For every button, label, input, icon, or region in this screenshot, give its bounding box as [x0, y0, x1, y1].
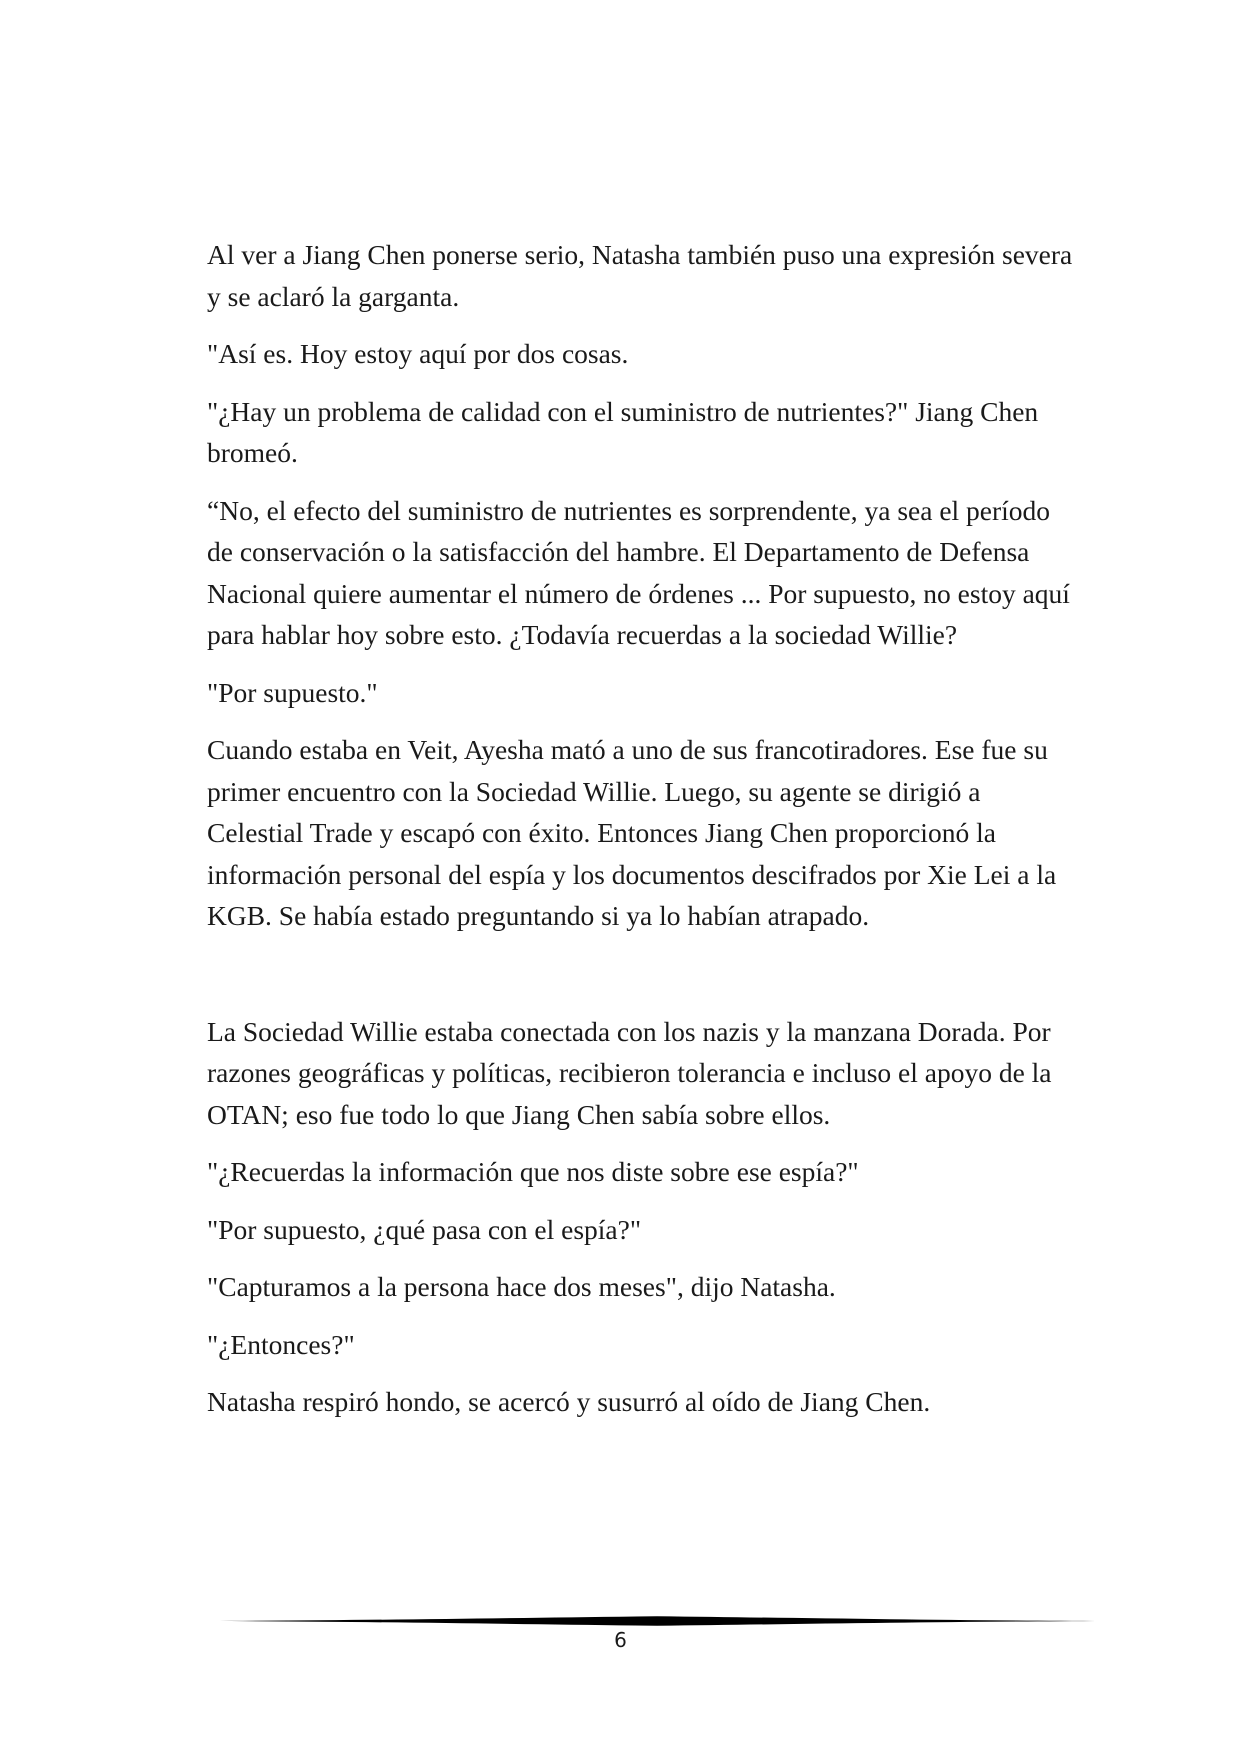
paragraph-9: "Por supuesto, ¿qué pasa con el espía?" [207, 1213, 642, 1245]
page-number: 6 [614, 1628, 627, 1652]
paragraph-4: “No, el efecto del suministro de nutrientes es sorprendente, ya sea el período de conservación o la satisfacción del hambre. El Departamento de Defensa Nacional quiere aumentar el número de órdenes ... Por supuesto, no estoy aquí para hablar hoy sobre esto. ¿Todavía recuerdas a la sociedad Willie? [207, 494, 1070, 650]
paragraph-10: "Capturamos a la persona hace dos meses", dijo Natasha. [207, 1271, 836, 1302]
paragraph-12: Natasha respiró hondo, se acercó y susurró al oído de Jiang Chen. [207, 1386, 931, 1417]
paragraph-3: "¿Hay un problema de calidad con el suministro de nutrientes?" Jiang Chen bromeó. [207, 395, 1039, 468]
paragraph-1: Al ver a Jiang Chen ponerse serio, Natasha también puso una expresión severa y se aclaró la garganta. [207, 239, 1073, 312]
footer-divider-stroke [207, 1616, 1107, 1626]
paragraph-7: La Sociedad Willie estaba conectada con los nazis y la manzana Dorada. Por razones geográficas y políticas, recibieron tolerancia e incluso el apoyo de la OTAN; eso fue todo lo que Jiang Chen sabía sobre ellos. [207, 1015, 1052, 1130]
paragraph-2: "Así es. Hoy estoy aquí por dos cosas. [207, 338, 629, 369]
paragraph-5: "Por supuesto." [207, 676, 378, 708]
paragraph-8: "¿Recuerdas la información que nos diste sobre ese espía?" [207, 1156, 859, 1187]
footer-divider [207, 1615, 1107, 1627]
paragraph-11: "¿Entonces?" [207, 1328, 355, 1360]
paragraph-6: Cuando estaba en Veit, Ayesha mató a uno de sus francotiradores. Ese fue su primer encuentro con la Sociedad Willie. Luego, su agente se dirigió a Celestial Trade y escapó con éxito. Entonces Jiang Chen proporcionó la información personal del espía y los documentos descifrados por Xie Lei a la KGB. Se había estado preguntando si ya lo habían atrapado. [207, 734, 1057, 931]
body-text [207, 234, 1077, 1439]
